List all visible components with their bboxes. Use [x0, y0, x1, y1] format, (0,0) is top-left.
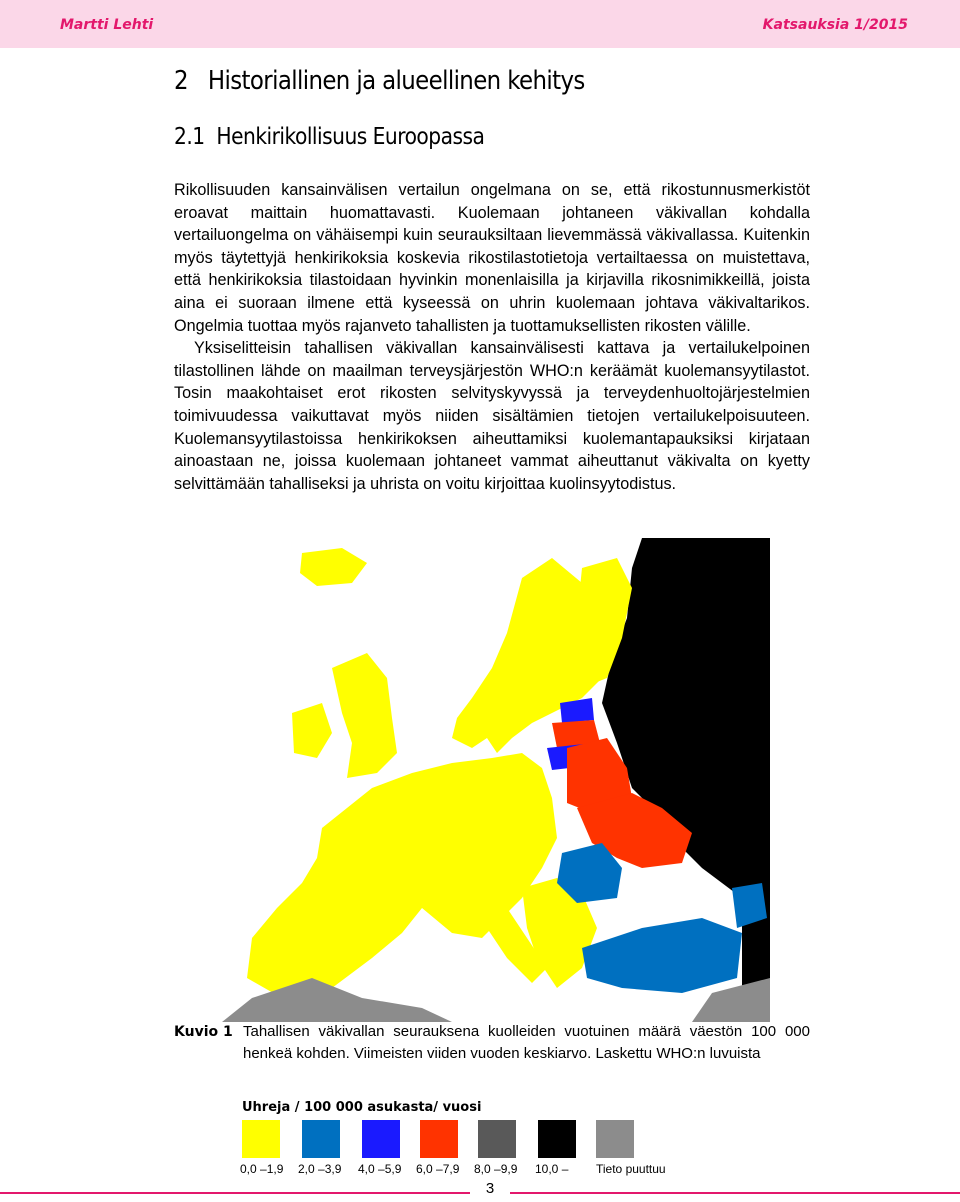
legend-label: 2,0 –3,9 [298, 1162, 342, 1176]
legend-label: 4,0 –5,9 [358, 1162, 402, 1176]
legend-label: 0,0 –1,9 [240, 1162, 284, 1176]
map-region-north-africa [222, 978, 452, 1022]
figure-caption [174, 1021, 810, 1065]
map-region-ireland [292, 703, 332, 758]
legend-swatch-bright-blue [362, 1120, 400, 1158]
map-region-iceland [300, 548, 367, 586]
map-region-britain [332, 653, 397, 778]
legend-swatch-black [538, 1120, 576, 1158]
legend-label: 8,0 –9,9 [474, 1162, 518, 1176]
paragraph-1: Rikollisuuden kansainvälisen vertailun ongelmana on se, että rikostunnusmerkistöt eroavat maittain huomattavasti. Kuolemaan johtaneen väkivallan kohdalla vertailuongelma on vähäisempi kuin seurauksiltaan lievemmässä väkivallassa. Kuitenkin myös täytettyjä henkirikoksia koskevia rikostilastotietoja vertailtaessa on muistettava, että henkirikoksia tilastoidaan hyvinkin monenlaisilla ja kirjavilla rikosnimikkeillä, joista aina ei suoraan ilmene että kyseessä on uhrin kuolemaan johtava väkivaltarikos. Ongelmia tuottaa myös rajanveto tahallisten ja tuottamuksellisten rikosten välille. [174, 181, 810, 335]
page-number: 3 [470, 1180, 510, 1202]
map-region-turkey [582, 918, 742, 993]
legend-swatch-grey [596, 1120, 634, 1158]
paragraph-2: Yksiselitteisin tahallisen väkivallan kansainvälisesti kattava ja vertailukelpoinen tilastollinen lähde on maailman terveysjärjestön WHO:n keräämät kuolemansyytilastot. Tosin maakohtaiset erot rikosten selvityskyvyssä ja terveydenhuoltojärjestelmien toimivuudessa vaikuttavat myös niiden sisältämien tietojen vertailukelpoisuuteen. Kuolemansyytilastoissa henkirikoksen aiheuttamiksi kuolemantapauksiksi kirjataan ainoastaan ne, joissa kuolemaan johtaneet vammat aiheuttanut väkivalta on kyetty selvittämään tahalliseksi ja uhrista on voitu kirjoittaa kuolinsyytodistus. [174, 339, 810, 493]
header-author: Martti Lehti [60, 17, 154, 33]
figure-caption-text: Tahallisen väkivallan seurauksena kuolleiden vuotuinen määrä väestön 100 000 henkeä kohden. Viimeisten viiden vuoden keskiarvo. Laskettu WHO:n luvuista [243, 1023, 810, 1062]
subsection-heading: 2.1 Henkirikollisuus Euroopassa [174, 124, 485, 150]
europe-homicide-map [222, 538, 770, 1022]
legend-label: 10,0 – [535, 1162, 569, 1176]
legend-title: Uhreja / 100 000 asukasta/ vuosi [242, 1100, 482, 1115]
legend-swatch-dark-grey [478, 1120, 516, 1158]
legend-swatch-blue [302, 1120, 340, 1158]
legend-swatch-yellow [242, 1120, 280, 1158]
section-heading: 2 Historiallinen ja alueellinen kehitys [174, 66, 585, 96]
legend-label: 6,0 –7,9 [416, 1162, 460, 1176]
figure-label: Kuvio 1 [174, 1024, 233, 1040]
legend-label: Tieto puuttuu [596, 1162, 666, 1176]
legend-swatch-red [420, 1120, 458, 1158]
header-series: Katsauksia 1/2015 [762, 17, 908, 33]
body-text [174, 179, 810, 495]
page-header [0, 0, 960, 48]
